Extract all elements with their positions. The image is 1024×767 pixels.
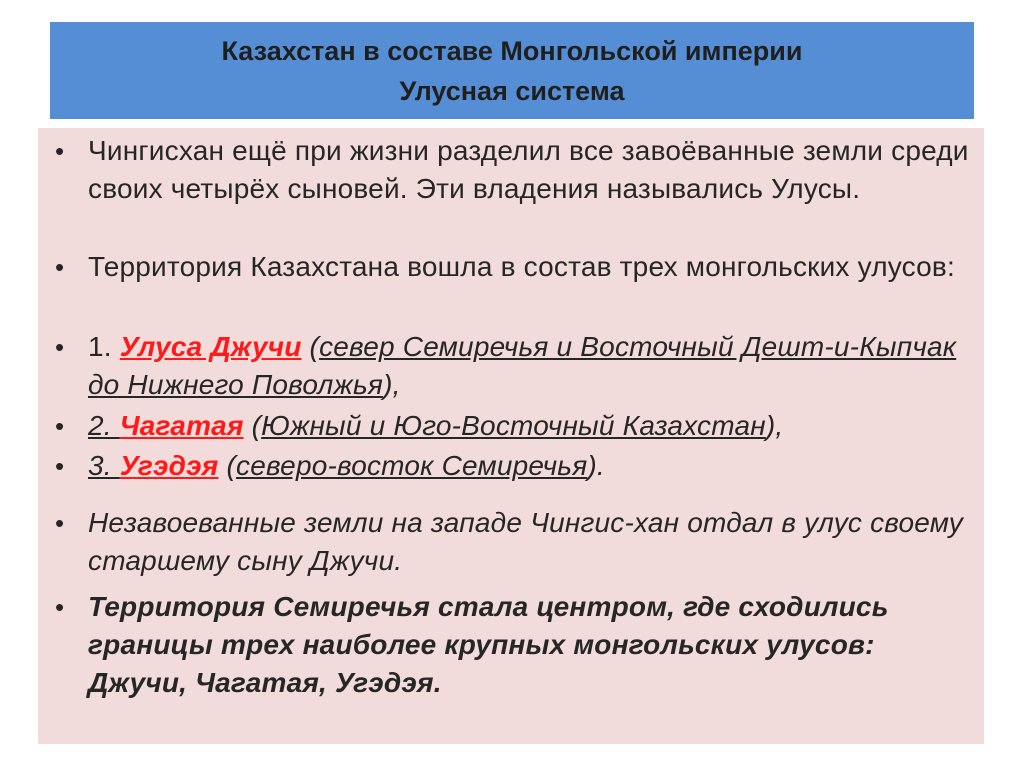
bullet-dot-icon: •: [55, 411, 65, 441]
bullet-dot-icon: •: [55, 592, 65, 622]
bullet-dot-icon: •: [55, 136, 65, 166]
ulus-description: Южный и Юго-Восточный Казахстан: [261, 410, 766, 441]
slide-subtitle: Улусная система: [399, 75, 625, 106]
bullet-dot-icon: •: [55, 451, 65, 481]
paren-open: (: [218, 450, 236, 481]
ulus-number: 3.: [88, 450, 120, 481]
slide-content-panel: [38, 128, 984, 744]
bullet-text: Территория Казахстана вошла в состав трех монгольских улусов:: [88, 251, 955, 282]
paren-close: ),: [383, 369, 401, 400]
bullet-text: Незавоеванные земли на западе Чингис-хан отдал в улус своему старшему сыну Джучи.: [88, 507, 963, 576]
bullet-item-territory: [38, 248, 969, 286]
ulus-number: 2.: [88, 410, 120, 441]
ulus-name-ogedei: Угэдэя: [119, 450, 219, 481]
bullet-dot-icon: •: [55, 508, 65, 538]
bullet-text: Чингисхан ещё при жизни разделил все завоёванные земли среди своих четырёх сыновей. Эти владения назывались Улусы.: [88, 135, 969, 204]
bullet-dot-icon: •: [55, 252, 65, 282]
bullet-item-division: [38, 132, 984, 208]
ulus-description: северо-восток Семиречья: [236, 450, 588, 481]
ulus-name-jochi: Улуса Джучи: [119, 331, 302, 362]
slide-title: Казахстан в составе Монгольской империи: [221, 35, 803, 66]
bullet-item-ulus-chagatai: [38, 407, 797, 445]
bullet-dot-icon: •: [55, 332, 65, 362]
bullet-item-semirechye-center: [38, 588, 984, 702]
bullet-item-ulus-ogedei: [38, 447, 619, 485]
bullet-item-ulus-jochi: [38, 328, 984, 404]
paren-close: ).: [587, 450, 605, 481]
bullet-text: Территория Семиречья стала центром, где сходились границы трех наиболее крупных монгольских улусов: Джучи, Чагатая, Угэдэя.: [88, 591, 889, 698]
paren-open: (: [301, 331, 320, 362]
ulus-description: север Семиречья и Восточный Дешт-и-Кыпчак до Нижнего Поволжья: [88, 331, 957, 400]
paren-open: (: [243, 410, 262, 441]
ulus-name-chagatai: Чагатая: [119, 410, 244, 441]
paren-close: ),: [765, 410, 784, 441]
bullet-item-western-lands: [38, 504, 984, 580]
slide-title-banner: [50, 22, 974, 119]
ulus-number: 1.: [88, 331, 120, 362]
